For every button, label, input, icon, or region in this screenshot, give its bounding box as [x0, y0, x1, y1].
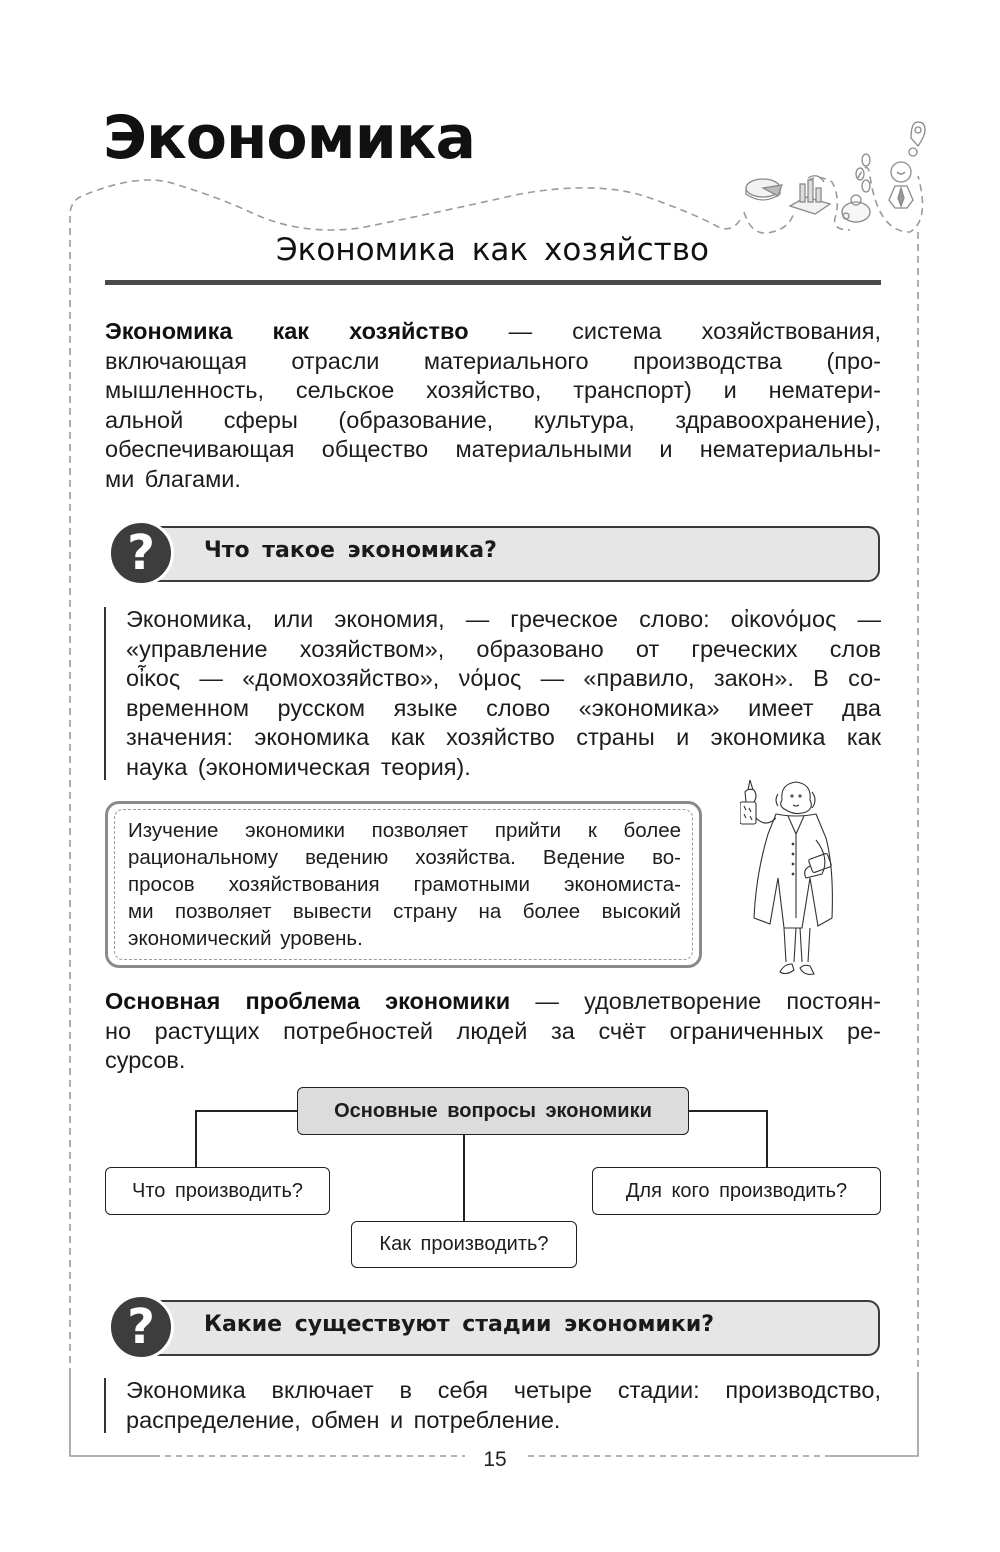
answer-line: значения: экономика как хозяйство страны и экономика как [126, 724, 881, 751]
bar-chart-growth-icon [790, 176, 830, 214]
definition-line: ми благами. [105, 465, 241, 492]
question-banner-stages-of-economy [108, 1298, 880, 1356]
answer-line: «управление хозяйством», образовано от греческих слов [126, 635, 881, 662]
answer-paragraph-1 [126, 605, 881, 783]
answer-line: временном русском языке слово «экономика» имеет два [126, 694, 881, 721]
note-line: просов хозяйствования грамотными экономиста- [128, 873, 681, 896]
question-text: Что такое экономика? [204, 538, 497, 563]
note-line: рациональному ведению хозяйства. Ведение во- [128, 846, 681, 869]
diagram-node-how-to-produce: Как производить? [351, 1221, 577, 1268]
question-text: Какие существуют стадии экономики? [204, 1312, 715, 1337]
answer-line: наука (экономическая теория). [126, 753, 471, 780]
location-pin-icon [909, 122, 925, 156]
quote-bar [104, 1378, 106, 1433]
main-problem-line: — удовлетворение постоян- [510, 988, 882, 1014]
answer-line: οἶκος — «домохозяйство», νόμος — «правило, закон». В со- [126, 665, 881, 692]
coins-piggy-bank-icon [842, 154, 870, 222]
businessman-icon [889, 162, 913, 208]
page-number: 15 [483, 1448, 507, 1471]
definition-line: обеспечивающая общество материальными и нематериальны- [105, 436, 881, 463]
note-text [128, 817, 681, 952]
section-divider [105, 280, 881, 285]
question-mark-icon: ? [108, 1294, 174, 1360]
question-banner-what-is-economics [108, 524, 880, 582]
answer-paragraph-2 [126, 1376, 881, 1435]
section-heading: Экономика как хозяйство [276, 232, 709, 268]
note-line: ми позволяет вывести страну на более высокий [128, 900, 681, 923]
note-line: экономический уровень. [128, 927, 363, 950]
diagram-root-node: Основные вопросы экономики [297, 1087, 689, 1135]
main-problem-line: но растущих потребностей людей за счёт ограниченных ре- [105, 1017, 881, 1044]
answer-line: распределение, обмен и потребление. [126, 1406, 561, 1433]
main-problem-line: сурсов. [105, 1047, 186, 1074]
pie-chart-icon [746, 179, 782, 200]
answer-line: Экономика включает в себя четыре стадии: производство, [126, 1377, 881, 1403]
definition-line: — система хозяйствования, [468, 318, 881, 344]
diagram-node-for-whom-to-produce: Для кого производить? [592, 1167, 881, 1215]
question-mark-icon: ? [108, 520, 174, 586]
definition-line: включающая отрасли материального производства (про- [105, 347, 881, 374]
definition-term: Экономика как хозяйство [105, 318, 469, 344]
definition-line: альной сферы (образование, культура, здравоохранение), [105, 406, 881, 433]
economist-figure-illustration [740, 778, 850, 983]
main-problem-paragraph [105, 987, 881, 1076]
definition-paragraph [105, 317, 881, 495]
quote-bar [104, 607, 106, 780]
page-title: Экономика [103, 103, 475, 173]
main-problem-term: Основная проблема экономики [105, 988, 511, 1014]
note-line: Изучение экономики позволяет прийти к более [128, 819, 681, 842]
diagram-node-what-to-produce: Что производить? [105, 1167, 330, 1215]
answer-line: Экономика, или экономия, — греческое слово: οἰκονόμος — [126, 606, 881, 632]
definition-line: мышленность, сельское хозяйство, транспорт) и нематери- [105, 377, 881, 404]
